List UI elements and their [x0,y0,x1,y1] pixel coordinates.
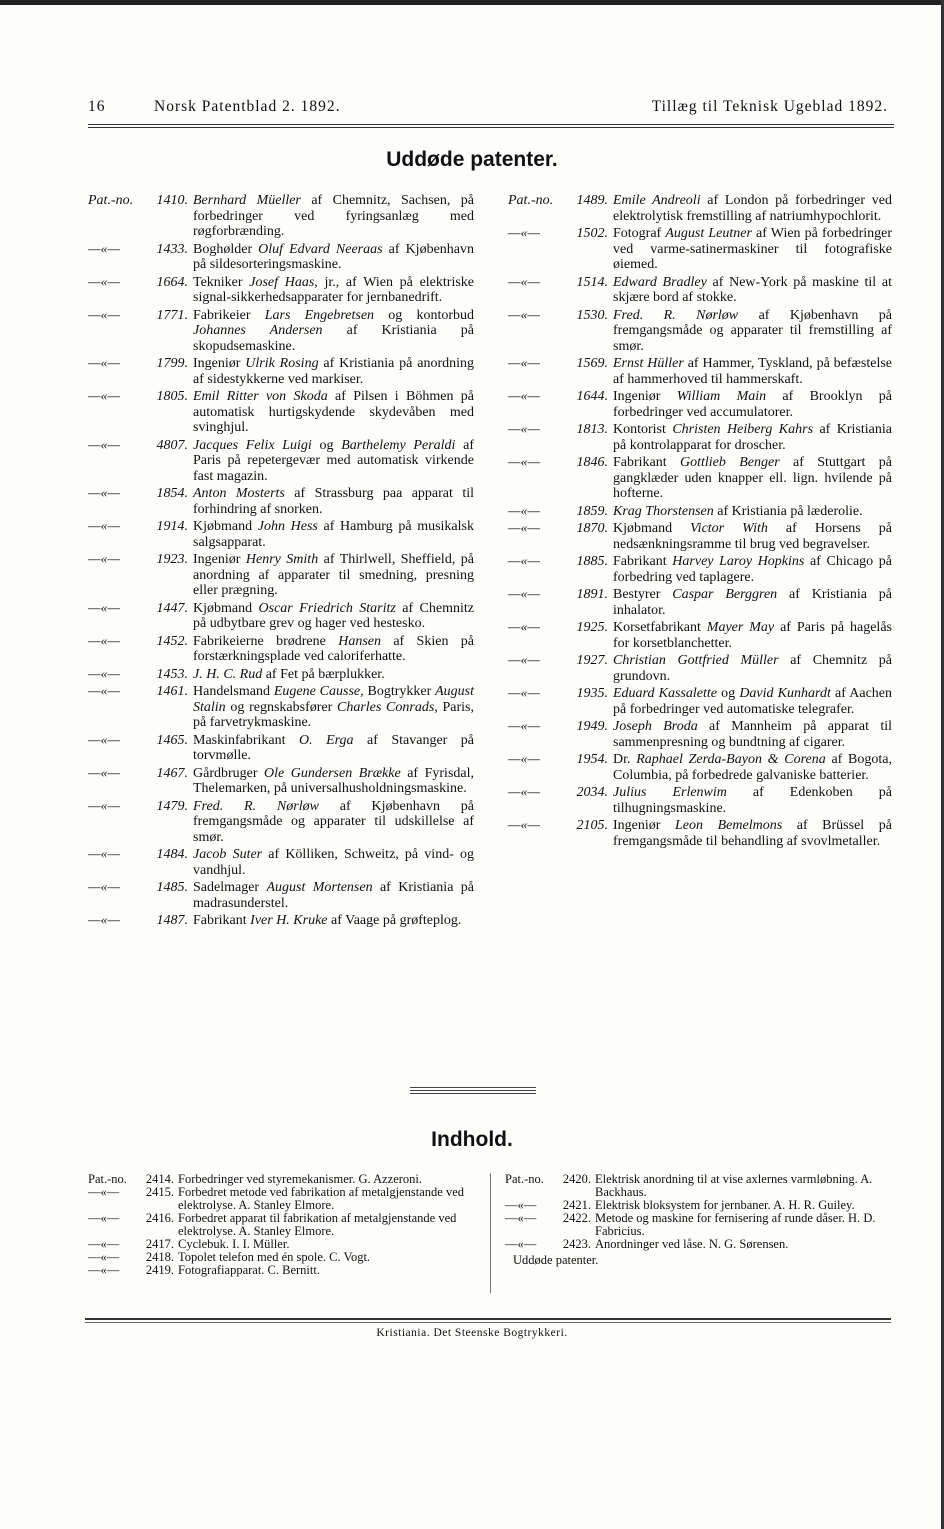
patent-number: 1489. [576,193,608,208]
patent-entry [508,521,892,552]
patent-number: 1949. [576,719,608,734]
patent-entry [88,799,474,846]
patent-prefix: Pat.-no. [508,193,554,208]
patent-description: Kontorist Christen Heiberg Kahrs af Kristiania på kontrolapparat for droscher. [613,422,892,453]
patent-description: Dr. Raphael Zerda-Bayon & Corena af Bogota, Columbia, på forbedrede galvaniske batterier. [613,752,892,783]
ornament-rule-3 [410,1093,536,1094]
patent-number: 1479. [156,798,188,814]
patent-prefix: —«— [508,620,540,635]
patent-entry [508,686,892,717]
patent-number: 1799. [156,356,188,371]
patent-entry [508,620,892,651]
patent-number: 1502. [576,226,608,241]
patent-number: 1846. [576,455,608,470]
patent-description: Sadelmager August Mortensen af Kristiania på madrasunderstel. [193,880,474,911]
patent-description: Fabrikant Gottlieb Benger af Stuttgart på gangklæder uden knapper ell. lign. hvilende på hofterne. [613,455,892,501]
patent-description: Forbedret metode ved fabrikation af metalgjenstande ved elektrolyse. A. Stanley Elmore. [178,1185,465,1212]
patent-entry [508,226,892,273]
patent-entry [508,752,892,783]
patent-entry [88,684,474,731]
patent-prefix: —«— [508,785,540,800]
patent-entry [505,1212,892,1238]
patent-prefix: —«— [88,798,120,814]
patent-prefix: —«— [508,274,540,290]
patent-entry [88,880,474,911]
patent-entry [88,193,474,240]
patent-description: Fred. R. Nørløw af Kjøbenhavn på fremgangsmåde og apparater til udskillelse af smør. [193,798,474,845]
patent-number: 1465. [156,732,188,748]
patent-description: Handelsmand Eugene Causse, Bogtrykker August Stalin og regnskabsfører Charles Conrads, Paris, på farvetrykmaskine. [193,684,475,730]
patent-number: 1514. [576,274,608,290]
patent-description: Maskinfabrikant O. Erga af Stavanger på torvmølle. [193,732,475,763]
patent-entry [508,455,892,502]
patent-prefix: —«— [88,847,120,862]
expired-column-left [88,193,474,931]
patent-number: 2420. [562,1172,591,1186]
patent-entry [508,587,892,618]
patent-number: 1891. [576,587,608,602]
patent-prefix: —«— [508,818,540,833]
patent-entry [88,389,474,436]
patent-prefix: —«— [508,521,540,536]
patent-number: 1530. [576,307,608,323]
patent-description: Anordninger ved låse. N. G. Sørensen. [595,1237,789,1251]
patent-number: 1433. [156,241,188,257]
patent-description: Ernst Hüller af Hammer, Tyskland, på befæstelse af hammerhoved til hammerskaft. [613,356,893,387]
patent-entry [88,242,474,273]
patent-number: 1954. [576,752,608,767]
patent-number: 2423. [562,1237,591,1251]
patent-number: 1771. [156,307,188,323]
patent-description: Jacques Felix Luigi og Barthelemy Peraldi af Paris på repetergevær med automatisk virkende fast magazin. [193,437,474,484]
patent-prefix: —«— [88,633,120,649]
patent-number: 1453. [156,666,188,682]
patent-description: Metode og maskine for fernisering af runde dåser. H. D. Fabricius. [595,1211,876,1238]
patent-entry [508,818,892,849]
patent-prefix: —«— [508,503,540,519]
patent-description: Jacob Suter af Kölliken, Schweitz, på vind- og vandhjul. [193,847,475,878]
patent-prefix: —«— [88,732,120,748]
patent-number: 2418. [145,1250,174,1264]
patent-number: 2414. [145,1172,174,1186]
patent-description: Kjøbmand John Hess af Hamburg på musikalsk salgsapparat. [193,519,474,550]
patent-number: 2105. [576,818,608,833]
patent-entry [88,356,474,387]
patent-description: Ingeniør Ulrik Rosing af Kristiania på anordning af sidestykkerne ved markiser. [193,356,475,387]
patent-entry [508,554,892,585]
footer-rule [85,1318,891,1320]
patent-entry [88,634,474,665]
patent-entry [88,667,474,683]
patent-entry [88,308,474,355]
patent-entry [508,275,892,306]
patent-prefix: —«— [88,1263,120,1277]
patent-prefix: —«— [508,389,540,404]
patent-description: Bernhard Müeller af Chemnitz, Sachsen, på forbedringer ved fyringsanlæg med røgforbrænding. [193,193,474,239]
patent-entry [88,438,474,485]
patent-prefix: —«— [88,1185,120,1199]
patent-description: Kjøbmand Victor With af Horsens på nedsænkningsramme til brug ved begravelser. [613,521,893,552]
patent-prefix: —«— [88,666,120,682]
patent-entry [508,389,892,420]
patent-description: Cyclebuk. I. I. Müller. [178,1237,290,1251]
patent-prefix: —«— [505,1198,537,1212]
contents-column-right [505,1173,892,1267]
patent-description: Emile Andreoli af London på forbedringer ved elektrolytisk fremstilling af natriumhypochlorit. [613,193,892,224]
page-header [88,98,888,120]
patent-prefix: —«— [508,356,540,371]
patent-entry [88,847,474,878]
patent-description: Krag Thorstensen af Kristiania på læderolie. [613,503,863,519]
patent-entry [88,552,474,599]
patent-prefix: —«— [88,486,120,501]
patent-number: 4807. [156,437,188,453]
patent-prefix: —«— [508,752,540,767]
patent-entry [88,275,474,306]
header-rule [88,124,894,125]
patent-entry [508,785,892,816]
patent-prefix: —«— [88,684,120,699]
patent-description: Fabrikant Iver H. Kruke af Vaage på grøfteplog. [193,913,462,928]
patent-description: Ingeniør Leon Bemelmons af Brüssel på fremgangsmåde til behandling af svovlmetaller. [613,818,892,849]
patent-entry [88,486,474,517]
patent-prefix: —«— [508,554,540,569]
patent-description: Forbedret apparat til fabrikation af metalgjenstande ved elektrolyse. A. Stanley Elmore. [178,1211,457,1238]
patent-number: 1461. [156,684,188,699]
patent-description: Anton Mosterts af Strassburg paa apparat til forhindring af snorken. [193,486,474,517]
patent-number: 1467. [156,765,188,781]
patent-number: 1447. [156,600,188,616]
patent-description: Gårdbruger Ole Gundersen Brække af Fyrisdal, Thelemarken, på universalhusholdningsmaskine. [193,765,474,796]
patent-prefix: —«— [508,307,540,323]
patent-number: 2419. [145,1263,174,1277]
patent-prefix: —«— [88,519,120,534]
patent-prefix: —«— [88,274,120,290]
patent-number: 2417. [145,1237,174,1251]
patent-prefix: —«— [88,356,120,371]
patent-entry [88,601,474,632]
journal-title-left: Norsk Patentblad 2. 1892. [154,98,341,115]
patent-number: 1935. [576,686,608,701]
patent-description: Edward Bradley af New-York på maskine til at skjære bord af stokke. [613,274,892,305]
patent-prefix: —«— [88,241,120,257]
patent-number: 1805. [156,389,188,404]
patent-description: Elektrisk anordning til at vise axlernes varmløbning. A. Backhaus. [595,1172,873,1199]
patent-number: 1452. [156,633,188,649]
patent-prefix: Pat.-no. [505,1172,544,1186]
patent-description: Julius Erlenwim af Edenkoben på tilhugningsmaskine. [613,785,892,816]
patent-prefix: Pat.-no. [88,1172,127,1186]
patent-number: 1870. [576,521,608,536]
column-separator [490,1173,491,1293]
patent-description: Tekniker Josef Haas, jr., af Wien på elektriske signal-sikkerhedsapparater for jernbanedrift. [193,274,474,305]
journal-title-right: Tillæg til Teknisk Ugeblad 1892. [651,98,888,115]
patent-number: 1644. [576,389,608,404]
top-border [0,0,944,5]
patent-description: Fotograf August Leutner af Wien på forbedringer ved varme-satinermaskiner til fotografiske øiemed. [613,226,892,272]
patent-description: Ingeniør William Main af Brooklyn på forbedringer ved accumulatorer. [613,389,892,420]
patent-number: 1925. [576,620,608,635]
patent-number: 1664. [156,274,188,290]
patent-entry [88,913,474,929]
patent-prefix: —«— [508,226,540,241]
section-title-contents: Indhold. [431,1128,513,1151]
patent-description: Emil Ritter von Skoda af Pilsen i Böhmen på automatisk hurtigskydende skydevåben med svinghjul. [193,389,474,435]
patent-description: Elektrisk bloksystem for jernbaner. A. H. R. Guiley. [595,1198,855,1212]
patent-entry [88,1186,473,1212]
patent-description: Topolet telefon med én spole. C. Vogt. [178,1250,371,1264]
patent-description: Fabrikeier Lars Engebretsen og kontorbud Johannes Andersen af Kristiania på skopudsemaskine. [193,307,475,354]
patent-description: Korsetfabrikant Mayer May af Paris på hagelås for korsetblanchetter. [613,620,892,651]
patent-number: 2422. [562,1211,591,1225]
patent-prefix: —«— [88,1237,120,1251]
patent-number: 1854. [156,486,188,501]
patent-entry [508,308,892,355]
patent-entry [88,519,474,550]
patent-number: 2416. [145,1211,174,1225]
patent-description: Fotografiapparat. C. Bernitt. [178,1263,320,1277]
patent-description: Joseph Broda af Mannheim på apparat til sammenpresning og bundtning af cigarer. [613,719,893,750]
patent-prefix: —«— [88,307,120,323]
patent-number: 2415. [145,1185,174,1199]
patent-description: Fabrikeierne brødrene Hansen af Skien på forstærkningsplade ved caloriferhatte. [193,633,475,664]
patent-prefix: —«— [508,422,540,437]
patent-entry [505,1173,892,1199]
patent-prefix: —«— [508,653,540,668]
patent-entry [88,733,474,764]
patent-prefix: —«— [88,765,120,781]
printer-imprint: Kristiania. Det Steenske Bogtrykkeri. [376,1327,568,1339]
patent-entry [508,193,892,224]
patent-number: 1813. [576,422,608,437]
patent-number: 1927. [576,653,608,668]
patent-number: 1485. [156,880,188,895]
patent-entry [508,719,892,750]
patent-description: Bestyrer Caspar Berggren af Kristiania på inhalator. [613,587,892,618]
footer-rule-thin [85,1322,891,1323]
patent-number: 1487. [156,913,188,928]
patent-description: Fred. R. Nørløw af Kjøbenhavn på fremgangsmåde og apparater til fremstilling af smør. [613,307,892,354]
patent-description: Christian Gottfried Müller af Chemnitz på grundovn. [613,653,892,684]
patent-prefix: —«— [88,600,120,616]
contents-last-item: Uddøde patenter. [513,1253,599,1267]
patent-number: 1569. [576,356,608,371]
ornament-rule-2 [410,1090,536,1091]
section-title-expired: Uddøde patenter. [386,148,558,171]
patent-number: 1923. [156,552,188,567]
patent-entry [505,1238,892,1251]
patent-number: 1859. [576,503,608,519]
patent-entry [508,653,892,684]
patent-prefix: —«— [88,880,120,895]
patent-prefix: —«— [505,1237,537,1251]
patent-prefix: Pat.-no. [88,193,134,208]
patent-entry [88,1212,473,1238]
patent-prefix: —«— [88,389,120,404]
patent-description: Ingeniør Henry Smith af Thirlwell, Sheffield, på anordning af apparater til smedning, presning eller prægning. [193,552,474,598]
expired-column-right [508,193,892,851]
patent-prefix: —«— [88,913,120,928]
patent-prefix: —«— [88,1250,120,1264]
patent-prefix: —«— [88,552,120,567]
patent-entry [508,422,892,453]
header-rule-double [88,127,894,128]
patent-number: 1484. [156,847,188,862]
patent-prefix: —«— [508,587,540,602]
patent-prefix: —«— [508,455,540,470]
patent-number: 2034. [576,785,608,800]
patent-entry [88,1264,473,1277]
page-number: 16 [88,98,106,115]
patent-description: Boghølder Oluf Edvard Neeraas af Kjøbenhavn på sildesorteringsmaskine. [193,241,474,272]
patent-description: Eduard Kassalette og David Kunhardt af Aachen på forbedringer ved automatiske telegrafer. [613,686,893,717]
contents-column-left [88,1173,473,1277]
patent-number: 1885. [576,554,608,569]
patent-number: 1914. [156,519,188,534]
patent-description: Kjøbmand Oscar Friedrich Staritz af Chemnitz på udbytbare grev og hager ved hestesko. [193,600,474,631]
patent-description: Fabrikant Harvey Laroy Hopkins af Chicago på forbedring ved taplagere. [613,554,893,585]
patent-number: 2421. [562,1198,591,1212]
patent-entry [508,504,892,520]
patent-description: J. H. C. Rud af Fet på bærplukker. [193,666,385,682]
patent-prefix: —«— [505,1211,537,1225]
ornament-rule [410,1087,536,1088]
patent-prefix: —«— [88,437,120,453]
patent-description: Forbedringer ved styremekanismer. G. Azzeroni. [178,1172,423,1186]
patent-prefix: —«— [508,686,540,701]
patent-number: 1410. [156,193,188,208]
patent-prefix: —«— [88,1211,120,1225]
patent-entry [508,356,892,387]
patent-prefix: —«— [508,719,540,734]
patent-entry [88,766,474,797]
